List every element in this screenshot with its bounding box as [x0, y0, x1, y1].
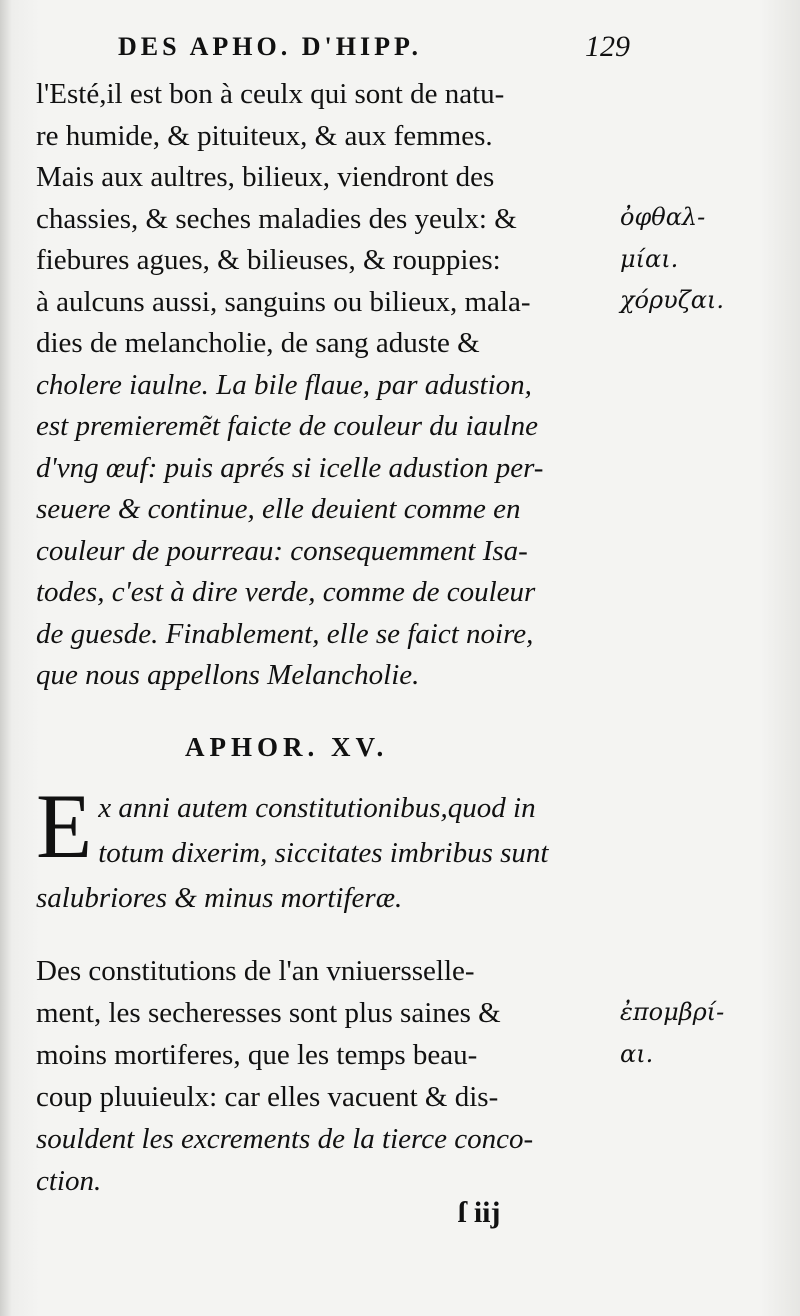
margin-note: ἐπομβρί-: [620, 998, 725, 1026]
text-line: Mais aux aultres, bilieux, viendront des: [36, 161, 495, 193]
text-line: todes, c'est à dire verde, comme de couleur: [36, 576, 536, 608]
bleed-through-text: [650, 660, 800, 712]
text-line: chassies, & seches maladies des yeulx: &: [36, 202, 517, 235]
greek-margin-notes-2: [620, 992, 798, 1075]
margin-note: χόρυζαι.: [620, 286, 724, 314]
text-line: ction.: [36, 1165, 102, 1197]
text-line: est premieremẽt faicte de couleur du iaulne: [36, 410, 538, 442]
french-commentary-block-2: [36, 950, 636, 1202]
drop-cap: E: [36, 775, 93, 877]
margin-note: ὀφθαλ-: [620, 203, 706, 231]
running-head: DES APHO. D'HIPP.: [118, 32, 422, 61]
text-line: fiebures agues, & bilieuses, & rouppies:: [36, 244, 501, 276]
french-commentary-block-1: [36, 74, 636, 697]
latin-aphorism-block: [36, 775, 636, 921]
text-line: dies de melancholie, de sang aduste &: [36, 327, 480, 359]
aphorism-heading: APHOR. XV.: [185, 732, 389, 762]
text-line: Des constitutions de l'an vniuersselle-: [36, 955, 475, 987]
signature-mark: ſ iij: [458, 1196, 501, 1229]
margin-note: αι.: [620, 1039, 654, 1068]
text-line: souldent les excrements de la tierce conco-: [36, 1123, 534, 1155]
text-line: que nous appellons Melancholie.: [36, 659, 420, 691]
page-number: 129: [585, 30, 630, 63]
greek-margin-notes-1: [620, 197, 798, 322]
text-line: re humide, & pituiteux, & aux femmes.: [36, 119, 493, 152]
text-line: ment, les secheresses sont plus saines &: [36, 997, 501, 1029]
text-line: seuere & continue, elle deuient comme en: [36, 493, 521, 525]
text-line: salubriores & minus mortiferæ.: [36, 882, 403, 914]
text-line: de guesde. Finablement, elle se faict noire,: [36, 617, 534, 650]
text-line: cholere iaulne. La bile flaue, par adustion,: [36, 368, 532, 401]
text-line: totum dixerim, siccitates imbribus sunt: [98, 837, 549, 869]
text-line: coup pluuieulx: car elles vacuent & dis-: [36, 1081, 499, 1113]
page-header: [40, 32, 630, 72]
margin-note: μίαι.: [620, 244, 679, 273]
text-line: l'Esté,il est bon à ceulx qui sont de natu-: [36, 78, 505, 110]
text-line: d'vng œuf: puis aprés si icelle adustion per-: [36, 451, 544, 484]
text-line: x anni autem constitutionibus,quod in: [98, 792, 536, 824]
text-line: à aulcuns aussi, sanguins ou bilieux, mala-: [36, 285, 531, 318]
text-line: moins mortiferes, que les temps beau-: [36, 1039, 478, 1071]
text-line: couleur de pourreau: consequemment Isa-: [36, 534, 528, 567]
